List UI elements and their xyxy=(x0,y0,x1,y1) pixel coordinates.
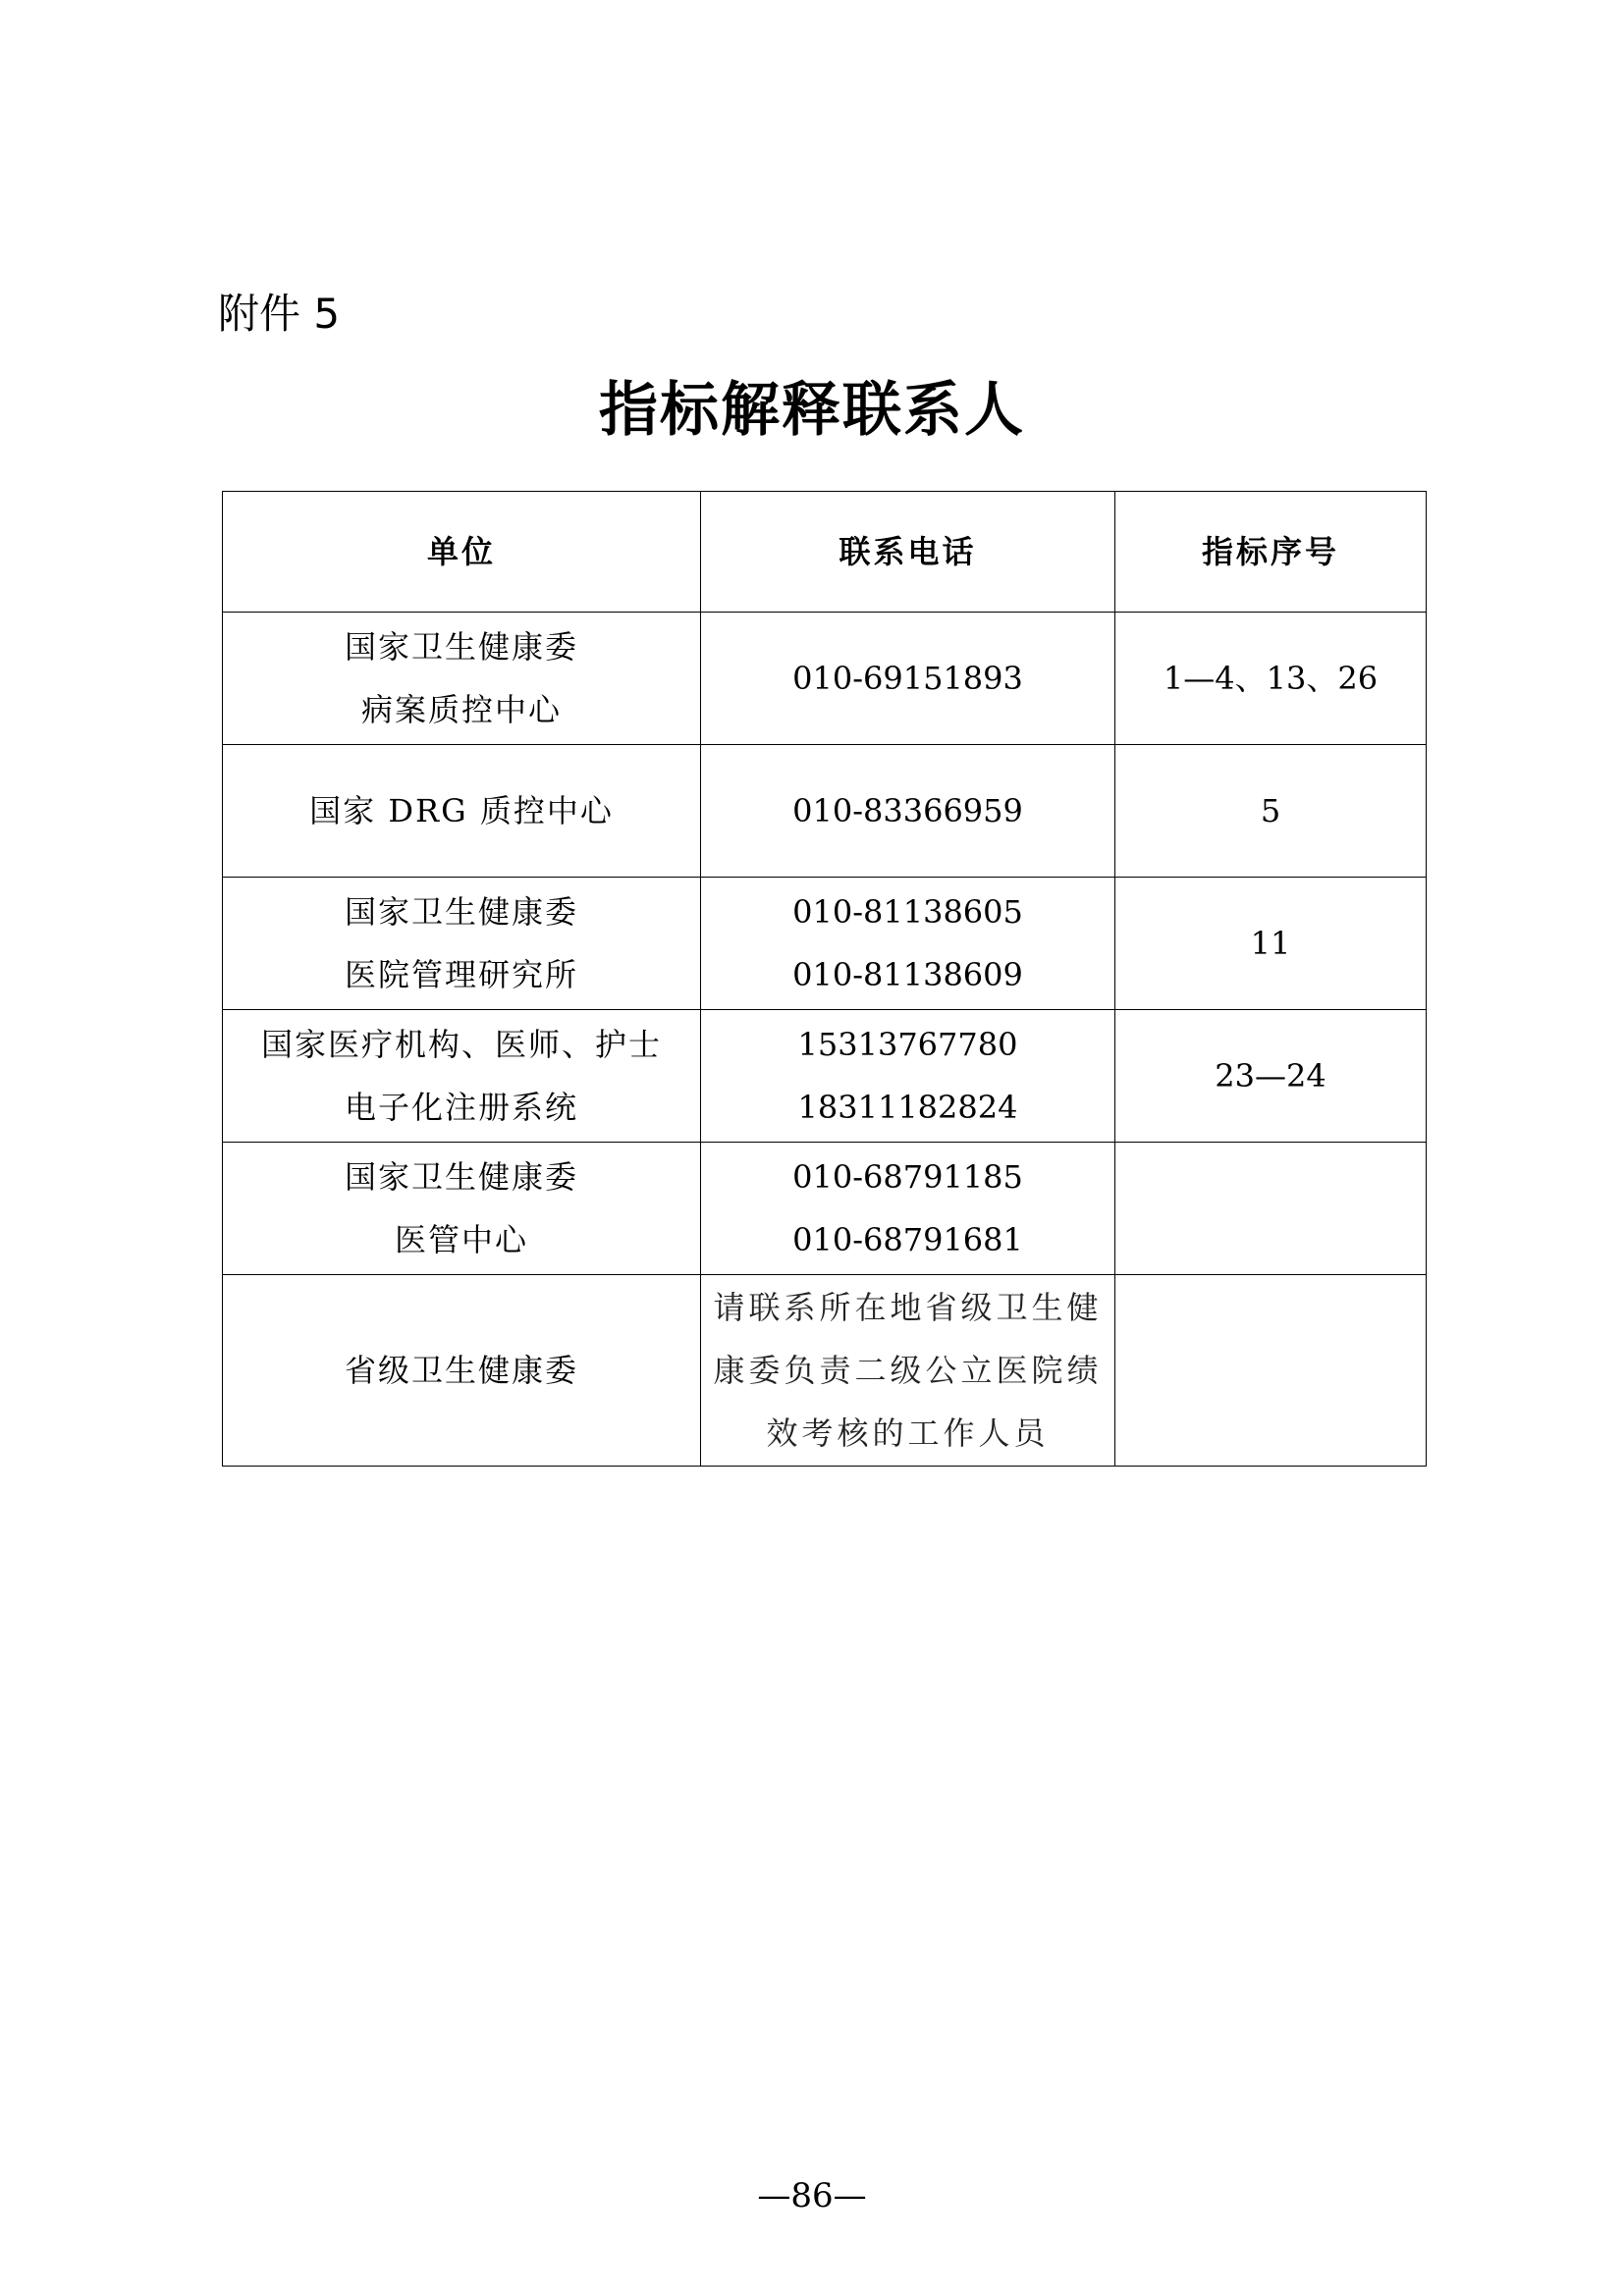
unit-line: 电子化注册系统 xyxy=(344,1089,578,1126)
phone-cell xyxy=(701,1275,1115,1467)
unit-line: 国家医疗机构、医师、护士 xyxy=(260,1026,662,1063)
page-number: —86— xyxy=(757,2176,867,2216)
phone-cell xyxy=(701,878,1115,1010)
indicator-cell: 11 xyxy=(1115,878,1427,1010)
attachment-label: 附件 5 xyxy=(218,290,341,338)
document-title: 指标解释联系人 xyxy=(599,376,1025,445)
indicator-cell: 1—4、13、26 xyxy=(1115,613,1427,745)
unit-cell xyxy=(223,1275,701,1467)
phone-number: 010-69151893 xyxy=(792,660,1023,697)
unit-line: 国家 DRG 质控中心 xyxy=(309,792,614,829)
phone-number: 010-83366959 xyxy=(792,792,1023,829)
table-row xyxy=(223,745,1427,878)
indicator-cell: 5 xyxy=(1115,745,1427,878)
header-phone: 联系电话 xyxy=(701,492,1115,613)
indicator-cell: 23—24 xyxy=(1115,1010,1427,1143)
phone-number: 15313767780 xyxy=(797,1026,1018,1063)
unit-line: 医院管理研究所 xyxy=(344,956,578,993)
unit-cell xyxy=(223,1143,701,1275)
unit-cell xyxy=(223,613,701,745)
contact-note-line: 效考核的工作人员 xyxy=(766,1415,1050,1452)
phone-cell xyxy=(701,1143,1115,1275)
indicator-cell xyxy=(1115,1143,1427,1275)
unit-line: 国家卫生健康委 xyxy=(344,893,578,931)
table-row xyxy=(223,878,1427,1010)
phone-number: 010-81138605 xyxy=(792,893,1023,931)
table-header-row xyxy=(223,492,1427,613)
table-row xyxy=(223,1143,1427,1275)
indicator-cell xyxy=(1115,1275,1427,1467)
header-unit: 单位 xyxy=(223,492,701,613)
phone-number: 010-68791185 xyxy=(792,1158,1023,1196)
unit-cell xyxy=(223,745,701,878)
unit-cell xyxy=(223,878,701,1010)
contact-note-line: 康委负责二级公立医院绩 xyxy=(713,1352,1103,1389)
contact-note-line: 请联系所在地省级卫生健 xyxy=(713,1289,1103,1326)
table-row xyxy=(223,613,1427,745)
header-indicator: 指标序号 xyxy=(1115,492,1427,613)
phone-cell xyxy=(701,613,1115,745)
unit-cell xyxy=(223,1010,701,1143)
phone-cell xyxy=(701,745,1115,878)
unit-line: 国家卫生健康委 xyxy=(344,628,578,666)
unit-line: 医管中心 xyxy=(394,1221,528,1258)
phone-number: 010-81138609 xyxy=(792,956,1023,993)
phone-cell xyxy=(701,1010,1115,1143)
unit-line: 省级卫生健康委 xyxy=(344,1352,578,1389)
phone-number: 010-68791681 xyxy=(792,1221,1023,1258)
contacts-table xyxy=(222,491,1427,1467)
table-row xyxy=(223,1010,1427,1143)
phone-number: 18311182824 xyxy=(797,1089,1018,1126)
table-row xyxy=(223,1275,1427,1467)
unit-line: 国家卫生健康委 xyxy=(344,1158,578,1196)
unit-line: 病案质控中心 xyxy=(360,691,562,728)
